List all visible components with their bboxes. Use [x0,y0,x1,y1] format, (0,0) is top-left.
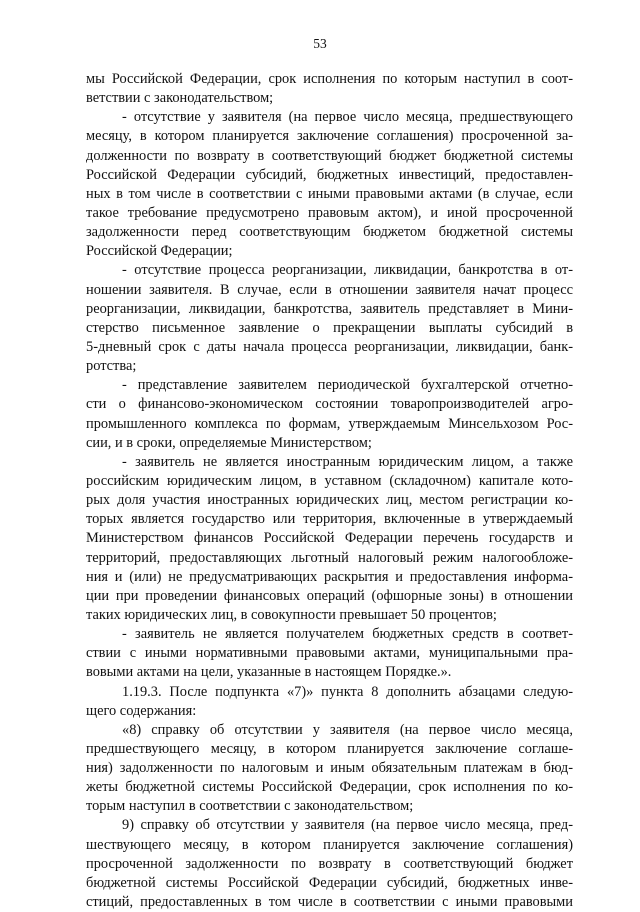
text-line: - заявитель не является получателем бюджетных средств в соответ- [122,626,573,643]
text-line: промышленного комплекса по формам, утверждаемым Минсельхозом Рос- [86,415,573,432]
text-line: таких юридических лиц, в совокупности превышает 50 процентов; [86,606,497,623]
text-line: предшествующего месяцу, в котором планируется заключение соглаше- [86,740,573,757]
text-line: мы Российской Федерации, срок исполнения по которым наступил в соот- [86,71,573,87]
text-line: - отсутствие процесса реорганизации, ликвидации, банкротства в от- [122,262,573,279]
text-line: 1.19.3. После подпункта «7)» пункта 8 дополнить абзацами следую- [122,683,573,700]
text-line: 9) справку об отсутствии у заявителя (на первое число месяца, пред- [122,817,573,834]
text-line: торых является государство или территория, включенные в утверждаемый [86,511,573,528]
text-line: долженности по возврату в соответствующий бюджет бюджетной системы [86,147,573,164]
text-line: жеты бюджетной системы Российской Федерации, срок исполнения по ко- [86,779,573,796]
text-line: Российской Федерации; [86,243,233,260]
text-line: щего содержания: [86,702,197,719]
text-line: ротства; [86,358,137,375]
text-line: ношении заявителя. В случае, если в отношении заявителя начат процесс [86,281,573,298]
text-line: ния) задолженности по налоговым и иным обязательным платежам в бюд- [86,760,573,777]
document-body [86,70,573,912]
text-line: ных в том числе в соответствии с иными правовыми актами (в случае, если [86,185,573,202]
text-line: 5-дневный срок с даты начала процесса реорганизации, ликвидации, банк- [86,338,573,355]
text-line: сии, и в сроки, определяемые Министерством; [86,434,372,451]
text-line: месяцу, в котором планируется заключение соглашения) просроченной за- [86,128,573,145]
text-line: - отсутствие у заявителя (на первое число месяца, предшествующего [122,109,573,126]
text-line: «8) справку об отсутствии у заявителя (на первое число месяца, [122,721,573,738]
text-line: такое требование предусмотрено правовым актом), и иной просроченной [86,204,573,221]
text-line: ции при проведении финансовых операций (офшорные зоны) в отношении [86,587,573,604]
text-line: реорганизации, ликвидации, банкротства, заявитель представляет в Мини- [86,300,573,317]
text-line: вовыми актами на цели, указанные в настоящем Порядке.». [86,664,452,681]
text-line: ствии с иными нормативными правовыми актами, муниципальными пра- [86,645,573,662]
page-number: 53 [313,36,327,51]
text-line: Министерством финансов Российской Федерации перечень государств и [86,530,573,547]
text-line: просроченной задолженности по возврату в соответствующий бюджет [86,855,573,872]
text-line: рых доля участия иностранных юридических лиц, местом регистрации ко- [86,492,573,509]
text-line: сти о финансово-экономическом состоянии товаропроизводителей агро- [86,396,573,413]
text-line: стиций, предоставленных в том числе в соответствии с иными правовыми [86,894,573,911]
text-line: шествующего месяцу, в котором планируется заключение соглашения) [86,836,573,853]
text-line: - заявитель не является иностранным юридическим лицом, а также [122,453,573,470]
text-line: российским юридическим лицом, в уставном (складочном) капитале кото- [86,472,573,489]
text-line: ния и (или) не предусматривающих раскрытия и предоставления информа- [86,568,573,585]
text-line: - представление заявителем периодической бухгалтерской отчетно- [122,377,573,394]
text-line: Российской Федерации субсидий, бюджетных инвестиций, предоставлен- [86,166,573,183]
text-line: торым наступил в соответствии с законодательством; [86,798,414,815]
text-line: территорий, предоставляющих льготный налоговый режим налогообложе- [86,549,573,566]
text-line: бюджетной системы Российской Федерации субсидий, бюджетных инве- [86,874,573,891]
text-line: задолженности перед соответствующим бюджетом бюджетной системы [86,224,573,241]
text-line: ветствии с законодательством; [86,90,274,107]
text-line: стерство письменное заявление о прекращении выплаты субсидий в [86,319,573,336]
